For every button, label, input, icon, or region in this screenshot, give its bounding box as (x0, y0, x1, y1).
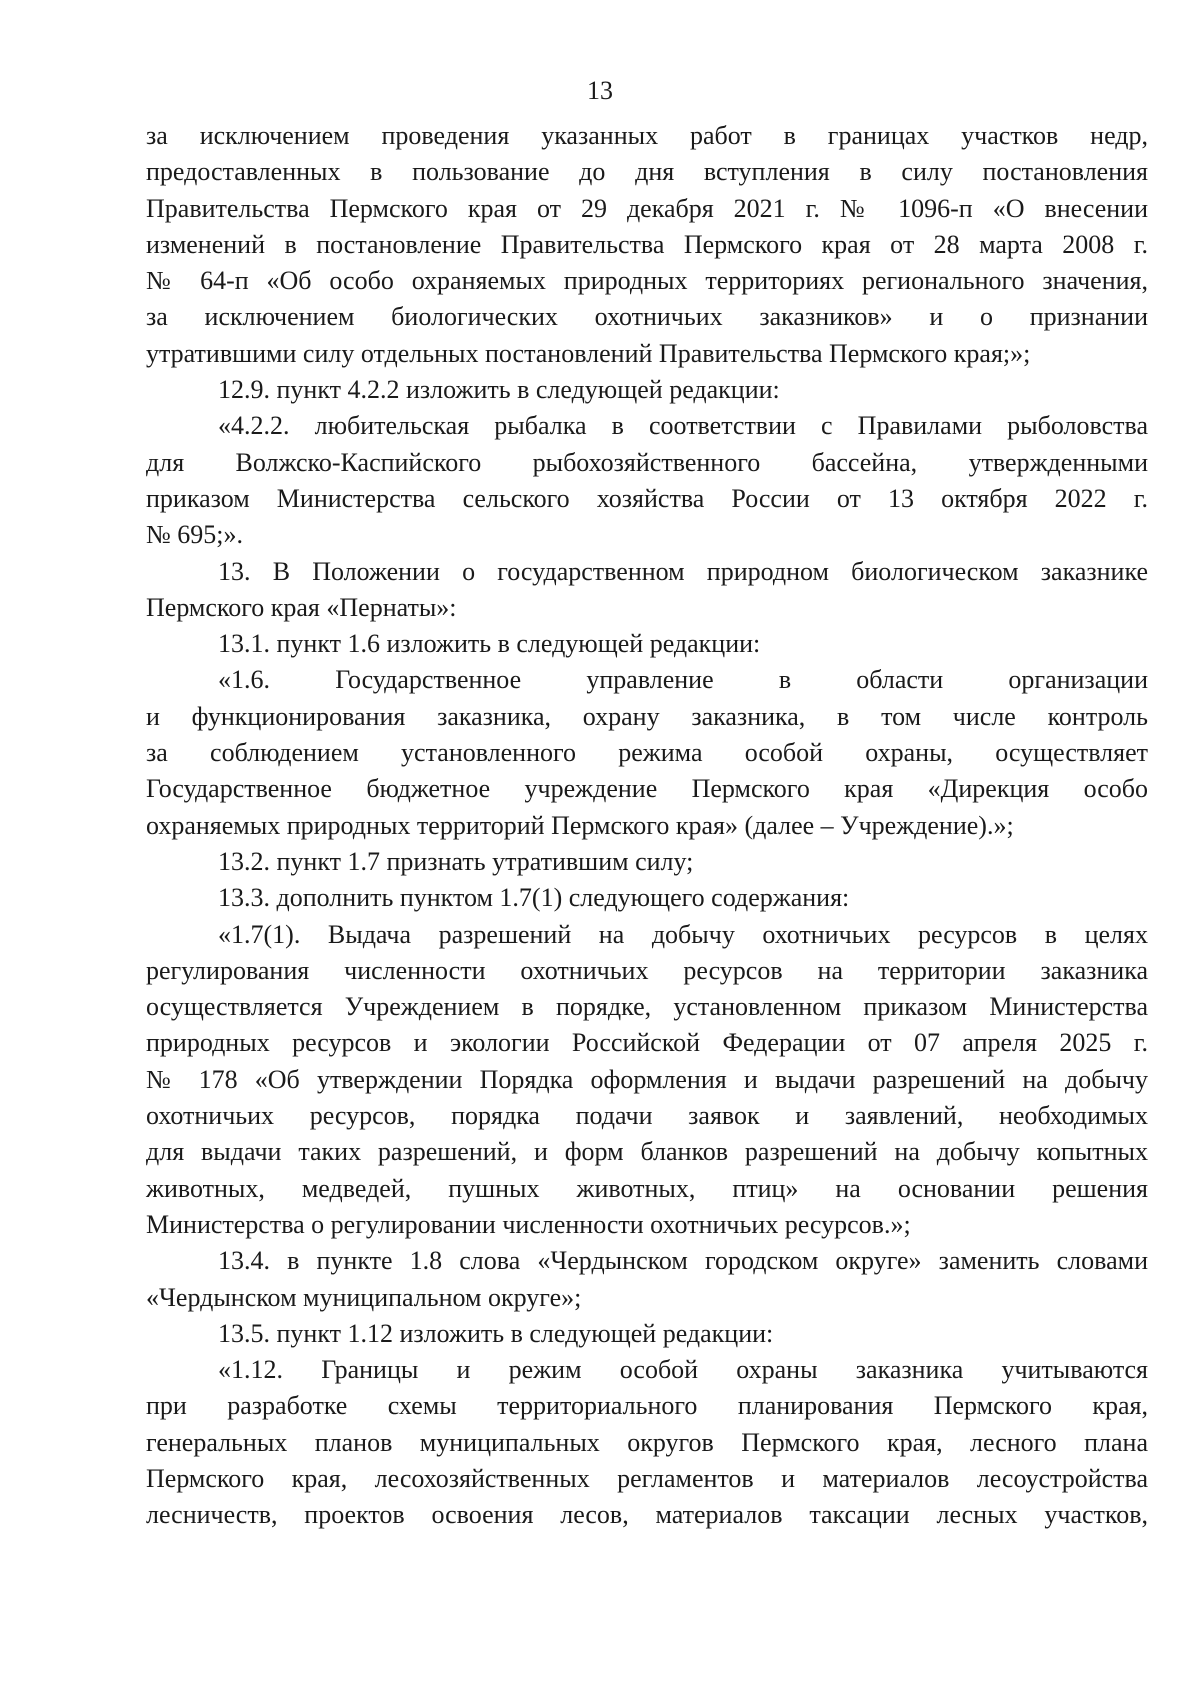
text-line: для выдачи таких разрешений, и форм бланков разрешений на добычу копытных (146, 1137, 1148, 1167)
text-line: за соблюдением установленного режима особой охраны, осуществляет (146, 738, 1148, 768)
text-line: охотничьих ресурсов, порядка подачи заявок и заявлений, необходимых (146, 1101, 1148, 1131)
paragraph-13-4 (146, 1243, 1148, 1316)
paragraph-13-1 (146, 626, 1148, 662)
text-line: и функционирования заказника, охрану заказника, в том числе контроль (146, 701, 1148, 731)
text-line: 12.9. пункт 4.2.2 изложить в следующей редакции: (218, 375, 780, 405)
text-line: для Волжско-Каспийского рыбохозяйственного бассейна, утвержденными (146, 447, 1148, 477)
text-line: Министерства о регулировании численности охотничьих ресурсов.»; (146, 1209, 911, 1239)
text-line: предоставленных в пользование до дня вступления в силу постановления (146, 157, 1148, 187)
text-line: 13.1. пункт 1.6 изложить в следующей редакции: (218, 629, 761, 659)
text-line: за исключением проведения указанных работ в границах участков недр, (146, 121, 1148, 150)
page-number: 13 (587, 76, 613, 105)
text-line: «1.7(1). Выдача разрешений на добычу охотничьих ресурсов в целях (218, 919, 1148, 949)
text-line: Пермского края «Пернаты»: (146, 592, 457, 622)
text-line: регулирования численности охотничьих ресурсов на территории заказника (146, 955, 1148, 985)
text-line: № 695;». (146, 520, 244, 550)
text-line: № 64-п «Об особо охраняемых природных территориях регионального значения, (146, 266, 1148, 296)
text-line: № 178 «Об утверждении Порядка оформления и выдачи разрешений на добычу (146, 1064, 1148, 1094)
paragraph-continuation (146, 118, 1148, 372)
text-line: «4.2.2. любительская рыбалка в соответствии с Правилами рыболовства (218, 411, 1148, 441)
paragraph-4-2-2 (146, 408, 1148, 553)
text-line: Государственное бюджетное учреждение Пермского края «Дирекция особо (146, 774, 1148, 804)
text-line: лесничеств, проектов освоения лесов, материалов таксации лесных участков, (146, 1500, 1148, 1530)
text-line: 13. В Положении о государственном природном биологическом заказнике (218, 556, 1148, 586)
paragraph-1-12 (146, 1352, 1148, 1533)
paragraph-13-5 (146, 1316, 1148, 1352)
paragraph-1-7-1 (146, 917, 1148, 1244)
text-line: 13.3. дополнить пунктом 1.7(1) следующего содержания: (218, 883, 850, 913)
paragraph-13-2 (146, 844, 1148, 880)
text-line: Правительства Пермского края от 29 декабря 2021 г. № 1096-п «О внесении (146, 193, 1148, 223)
text-line: изменений в постановление Правительства Пермского края от 28 марта 2008 г. (146, 229, 1148, 259)
text-line: приказом Министерства сельского хозяйства России от 13 октября 2022 г. (146, 483, 1148, 513)
text-line: за исключением биологических охотничьих заказников» и о признании (146, 302, 1148, 332)
text-line: 13.4. в пункте 1.8 слова «Чердынском городском округе» заменить словами (218, 1246, 1148, 1276)
text-line: «Чердынском муниципальном округе»; (146, 1282, 582, 1312)
text-line: генеральных планов муниципальных округов Пермского края, лесного плана (146, 1427, 1148, 1457)
text-line: охраняемых природных территорий Пермского края» (далее – Учреждение).»; (146, 810, 1014, 840)
text-line: утратившими силу отдельных постановлений Правительства Пермского края;»; (146, 338, 1031, 368)
text-line: 13.5. пункт 1.12 изложить в следующей редакции: (218, 1318, 774, 1348)
paragraph-1-6 (146, 662, 1148, 843)
paragraph-12-9 (146, 372, 1148, 408)
text-line: природных ресурсов и экологии Российской Федерации от 07 апреля 2025 г. (146, 1028, 1148, 1058)
text-line: осуществляется Учреждением в порядке, установленном приказом Министерства (146, 992, 1148, 1022)
paragraph-13-3 (146, 880, 1148, 916)
text-line: «1.6. Государственное управление в области организации (218, 665, 1148, 695)
text-line: животных, медведей, пушных животных, птиц» на основании решения (146, 1173, 1148, 1203)
text-line: при разработке схемы территориального планирования Пермского края, (146, 1391, 1148, 1421)
paragraph-13 (146, 554, 1148, 627)
text-line: «1.12. Границы и режим особой охраны заказника учитываются (218, 1355, 1148, 1385)
text-line: 13.2. пункт 1.7 признать утратившим силу; (218, 846, 694, 876)
text-line: Пермского края, лесохозяйственных регламентов и материалов лесоустройства (146, 1463, 1148, 1493)
document-body (146, 118, 1148, 1534)
